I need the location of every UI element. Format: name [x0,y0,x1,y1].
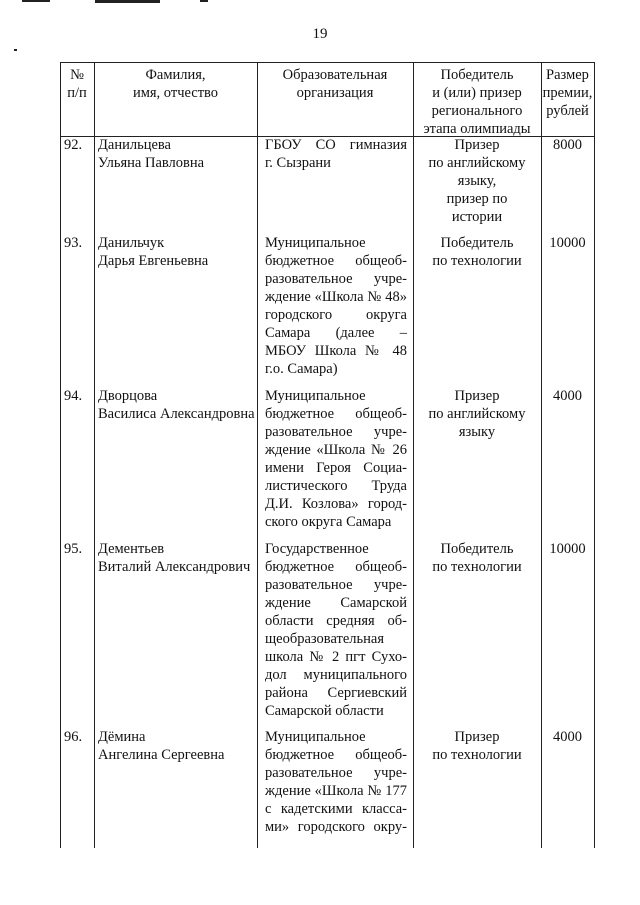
scan-mark [22,0,50,2]
student-name: Данильцева Ульяна Павловна [98,137,205,171]
prize-amount: 10000 [549,541,586,557]
row-number: 94. [64,388,83,404]
header-name: Фамилия, имя, отчество [132,67,219,101]
prize-amount: 4000 [553,388,582,404]
page-number: 19 [312,26,328,42]
table-border-right [594,62,595,848]
olympiad-result: Победитель по технологии [432,541,522,575]
header-prize: Размер премии, рублей [542,67,593,119]
organization: Муниципальное бюджетное общеоб- разовательное учре- ждение «Школа № 177 с кадетскими класса- ми» городского окру- [265,729,407,835]
student-name: Данильчук Дарья Евгеньевна [98,235,209,269]
student-name: Дворцова Василиса Александровна [98,388,255,422]
header-num: № п/п [67,67,87,101]
prize-amount: 4000 [553,729,582,745]
organization: ГБОУ СО гимназия г. Сызрани [265,137,407,171]
table-top-border [60,62,595,63]
header-result: Победитель и (или) призер регионального этапа олимпиады [423,67,531,137]
prize-amount: 8000 [553,137,582,153]
row-number: 92. [64,137,83,153]
row-number: 95. [64,541,83,557]
scan-mark [200,0,208,2]
student-name: Дементьев Виталий Александрович [98,541,251,575]
scan-mark [14,49,17,51]
header-org: Образовательная организация [282,67,388,101]
column-divider [94,62,95,848]
organization: Муниципальное бюджетное общеоб- разовательное учре- ждение «Школа № 26 имени Героя Социа- листического Труда Д.И. Козлова» город- ского округа Самара [265,388,407,530]
row-number: 93. [64,235,83,251]
olympiad-result: Призер по английскому языку, призер по истории [428,137,526,225]
row-number: 96. [64,729,83,745]
olympiad-result: Призер по технологии [432,729,522,763]
olympiad-result: Победитель по технологии [432,235,522,269]
column-divider [257,62,258,848]
prize-amount: 10000 [549,235,586,251]
olympiad-result: Призер по английскому языку [428,388,526,440]
table-border-left [60,62,61,848]
scan-mark [95,0,160,3]
organization: Муниципальное бюджетное общеоб- разовательное учре- ждение «Школа № 48» городского округа Самара (далее – МБОУ Школа № 48 г.о. Самара) [265,235,407,377]
organization: Государственное бюджетное общеоб- разовательное учре- ждение Самарской области средняя об- щеобразовательная школа № 2 пгт Сухо- дол муниципального района Сергиевский Самарской области [265,541,407,719]
student-name: Дёмина Ангелина Сергеевна [98,729,225,763]
